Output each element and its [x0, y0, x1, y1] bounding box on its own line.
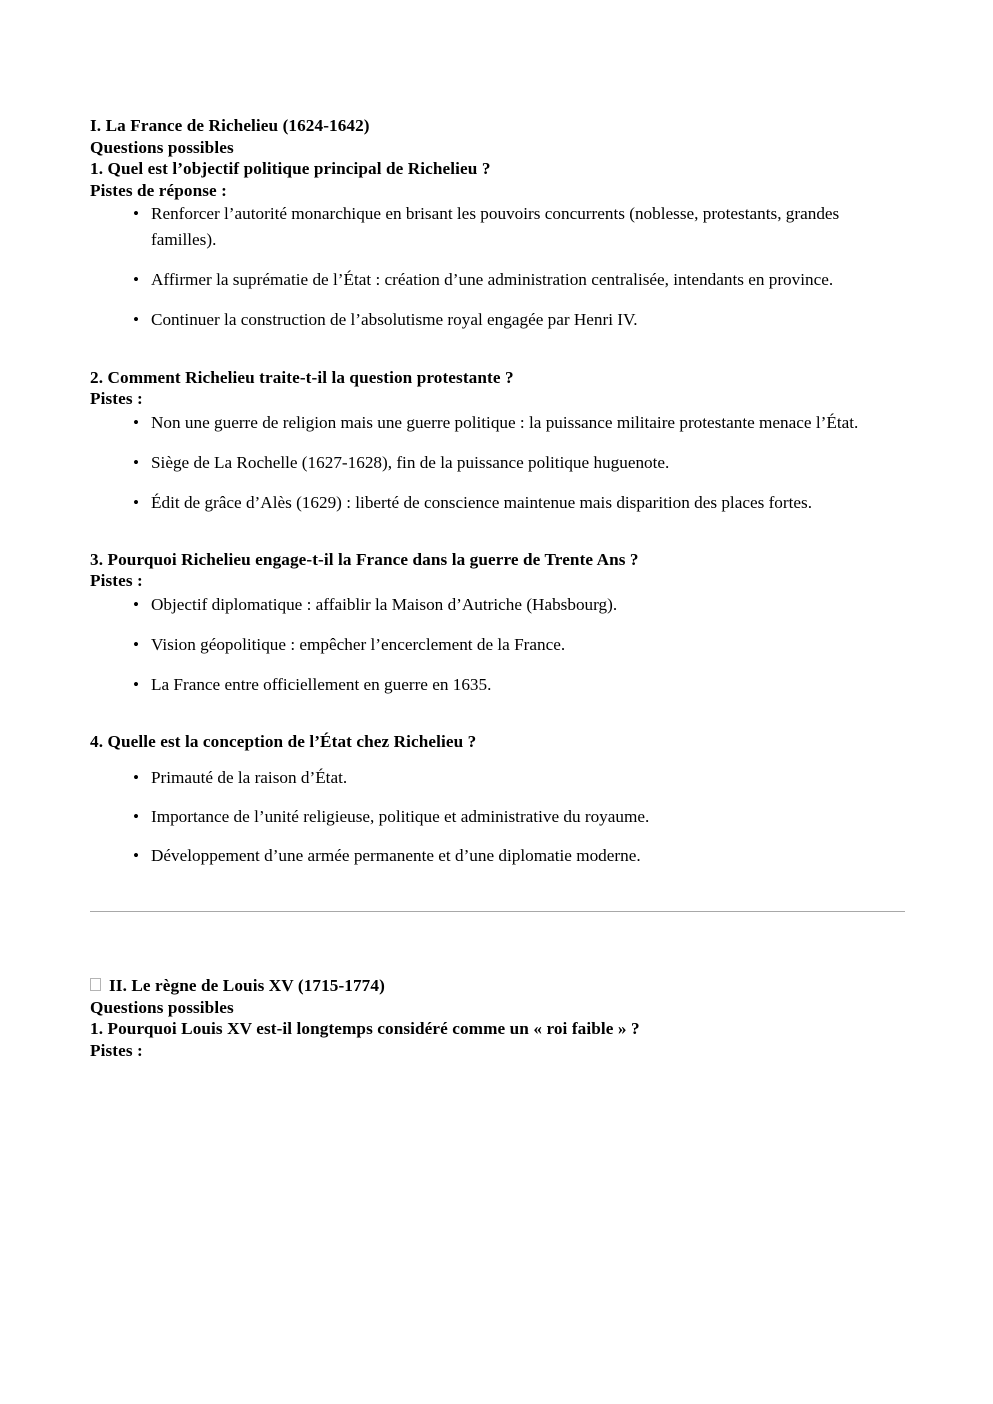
questions-label-louis-xv: Questions possibles	[90, 997, 234, 1017]
section-divider	[90, 911, 905, 912]
section-title-richelieu: I. La France de Richelieu (1624-1642)	[90, 116, 370, 135]
list-item-text: Affirmer la suprématie de l’État : création d’une administration centralisée, intendants en province.	[151, 270, 834, 290]
question-heading-3: 3. Pourquoi Richelieu engage-t-il la France dans la guerre de Trente Ans ?	[90, 549, 639, 569]
list-item	[90, 490, 905, 516]
pistes-label-1: Pistes de réponse :	[90, 180, 227, 200]
list-item-text: Vision géopolitique : empêcher l’encerclement de la France.	[151, 635, 566, 655]
list-item	[90, 267, 905, 293]
question-block-3	[90, 549, 905, 698]
bullet-icon: •	[133, 807, 140, 827]
bullet-list-1	[90, 201, 905, 334]
list-item-text: Renforcer l’autorité monarchique en brisant les pouvoirs concurrents (noblesse, protestants, grandes familles).	[151, 204, 840, 250]
list-item-text: La France entre officiellement en guerre en 1635.	[151, 675, 492, 695]
list-item	[90, 592, 905, 618]
section-richelieu	[90, 115, 905, 912]
question-block-2	[90, 367, 905, 516]
list-item-text: Édit de grâce d’Alès (1629) : liberté de conscience maintenue mais disparition des places fortes.	[151, 492, 813, 512]
bullet-icon: •	[133, 452, 140, 472]
list-item	[90, 843, 905, 869]
list-item	[90, 450, 905, 476]
missing-glyph-box-icon	[90, 978, 101, 991]
question-heading-2: 2. Comment Richelieu traite-t-il la question protestante ?	[90, 367, 514, 387]
bullet-icon: •	[133, 635, 140, 655]
list-item-text: Continuer la construction de l’absolutisme royal engagée par Henri IV.	[151, 310, 638, 330]
question-heading-4: 4. Quelle est la conception de l’État chez Richelieu ?	[90, 732, 477, 752]
section-louis-xv	[90, 975, 905, 1061]
list-item	[90, 804, 905, 830]
list-item-text: Non une guerre de religion mais une guerre politique : la puissance militaire protestante menace l’État.	[151, 412, 859, 432]
list-item-text: Siège de La Rochelle (1627-1628), fin de la puissance politique huguenote.	[151, 452, 670, 472]
bullet-icon: •	[133, 492, 140, 512]
list-item	[90, 307, 905, 333]
list-item	[90, 672, 905, 698]
section-title-louis-xv	[90, 975, 905, 997]
questions-label-richelieu: Questions possibles	[90, 137, 234, 157]
bullet-icon: •	[133, 767, 140, 787]
pistes-label-2: Pistes :	[90, 389, 143, 409]
bullet-icon: •	[133, 594, 140, 614]
bullet-list-4	[90, 765, 905, 869]
pistes-label-louis-1: Pistes :	[90, 1040, 143, 1060]
bullet-icon: •	[133, 846, 140, 866]
pistes-label-3: Pistes :	[90, 571, 143, 591]
list-item-text: Importance de l’unité religieuse, politique et administrative du royaume.	[151, 807, 650, 827]
section-title-louis-xv-text: II. Le règne de Louis XV (1715-1774)	[109, 976, 385, 996]
question-block-1	[90, 158, 905, 334]
list-item	[90, 765, 905, 791]
question-heading-1: 1. Quel est l’objectif politique principal de Richelieu ?	[90, 159, 491, 178]
list-item	[90, 410, 905, 436]
bullet-icon: •	[133, 412, 140, 432]
question-heading-louis-1: 1. Pourquoi Louis XV est-il longtemps considéré comme un « roi faible » ?	[90, 1019, 640, 1039]
bullet-icon: •	[133, 270, 140, 290]
list-item-text: Primauté de la raison d’État.	[151, 767, 348, 787]
list-item-text: Développement d’une armée permanente et d’une diplomatie moderne.	[151, 846, 641, 866]
bullet-list-2	[90, 410, 905, 516]
question-block-louis-1	[90, 1018, 905, 1061]
list-item	[90, 632, 905, 658]
bullet-icon: •	[133, 310, 140, 330]
question-block-4	[90, 731, 905, 869]
bullet-list-3	[90, 592, 905, 698]
list-item	[90, 201, 905, 253]
bullet-icon: •	[133, 204, 140, 223]
list-item-text: Objectif diplomatique : affaiblir la Maison d’Autriche (Habsbourg).	[151, 594, 618, 614]
document-content	[90, 115, 905, 1061]
bullet-icon: •	[133, 675, 140, 695]
